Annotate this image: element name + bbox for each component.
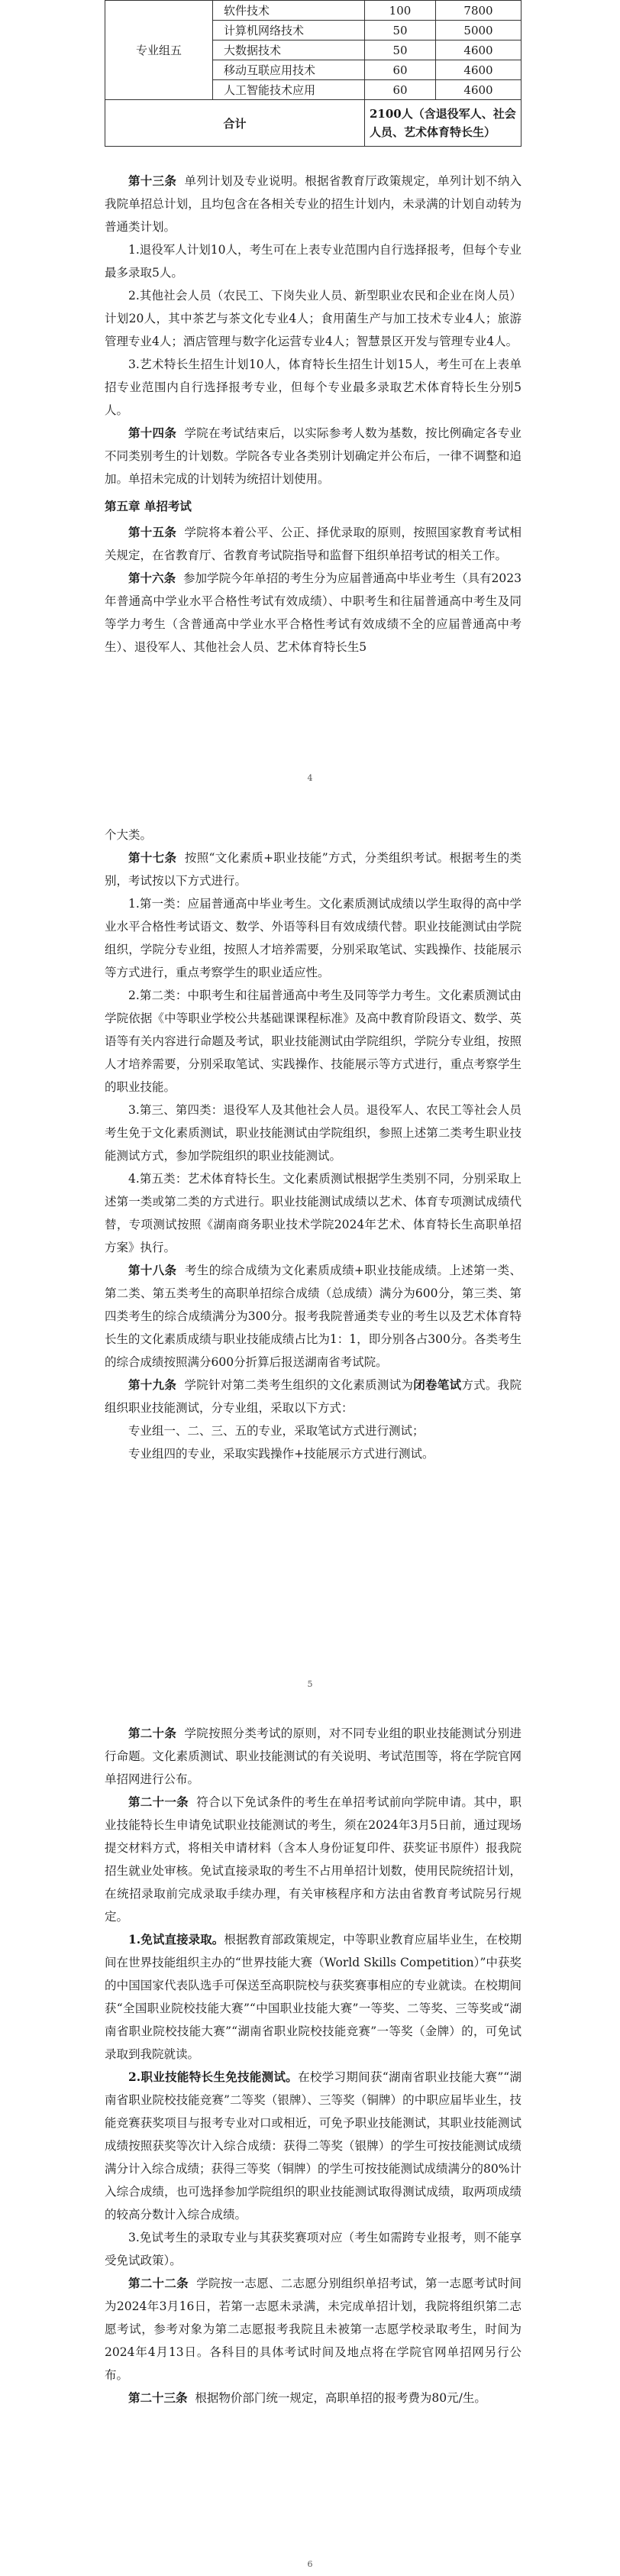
major-name-cell: 人工智能技术应用 <box>213 80 365 100</box>
plan-count-cell: 50 <box>365 40 436 60</box>
major-name-cell: 大数据技术 <box>213 40 365 60</box>
article-text: 学院将本着公平、公正、择优录取的原则，按照国家教育考试相关规定，在省教育厅、省教育考试院指导和监督下组织单招考试的相关工作。 <box>105 526 522 562</box>
article-17-item-1: 1.第一类：应届普通高中毕业考生。文化素质测试成绩以学生取得的高中学业水平合格性考试语文、数学、外语等科目有效成绩代替。职业技能测试由学院组织，学院分专业组，按照人才培养需要，分别采取笔试、实践操作、技能展示等方式进行，重点考察学生的职业适应性。 <box>105 897 522 979</box>
plan-count-cell: 60 <box>365 60 436 80</box>
article-14 <box>105 422 522 490</box>
article-17-item-3: 3.第三、第四类：退役军人及其他社会人员。退役军人、农民工等社会人员考生免于文化素质测试，职业技能测试由学院组织，参照上述第二类考生职业技能测试方式，参加学院组织的职业技能测试。 <box>105 1103 522 1163</box>
article-16 <box>105 567 522 659</box>
article-text: 符合以下免试条件的考生在单招考试前向学院申请。其中，职业技能特长生申请免试职业技能测试的考生，须在2024年3月5日前，通过现场提交材料方式，将相关申请材料（含本人身份证复印件、获奖证书原件）报我院招生就业处审核。免试直接录取的考生不占用单招计划数，使用民院统招计划，在统招录取前完成录取手续办理，有关审核程序和方法由省教育考试院另行规定。 <box>105 1795 522 1924</box>
page-body <box>105 1722 522 2409</box>
document-page-5 <box>0 817 620 1696</box>
chapter-heading: 第五章 单招考试 <box>105 499 192 513</box>
article-21-item-3: 3.免试考生的录取专业与其获奖赛项对应（考生如需跨专业报考，则不能享受免试政策）。 <box>105 2231 522 2267</box>
article-title: 第十五条 <box>128 525 177 539</box>
article-title: 第二十三条 <box>128 2390 188 2405</box>
table-row <box>105 1 522 21</box>
article-17-item-2: 2.第二类：中职考生和往届普通高中考生及同等学力考生。文化素质测试由学院依据《中等职业学校公共基础课课程标准》及高中教育阶段语文、数学、英语等有关内容进行命题及考试，职业技能测试由学院组织，学院分专业组，按照人才培养需要，分别采取笔试、实践操作、技能展示等方式进行，重点考察学生的职业技能。 <box>105 989 522 1094</box>
major-name-cell: 移动互联应用技术 <box>213 60 365 80</box>
page-number: 6 <box>307 2559 313 2569</box>
item-text: 根据教育部政策规定，中等职业教育应届毕业生，在校期间在世界技能组织主办的“世界技能大赛（World Skills Competition）”中获奖的中国国家代表队选手可保送至高职院校与获奖赛事相应的专业就读。在校期间获“全国职业院校技能大赛”“中国职业技能大赛”一等奖、二等奖、三等奖或“湖南省职业院校技能大赛”“湖南省职业院校技能竞赛”一等奖（金牌）的，可免试录取到我院就读。 <box>105 1933 522 2061</box>
emphasis-text: 闭卷笔试 <box>413 1377 462 1392</box>
article-title: 第十八条 <box>128 1263 177 1277</box>
article-19-item-2: 专业组四的专业，采取实践操作+技能展示方式进行测试。 <box>128 1447 434 1461</box>
plan-count-cell: 100 <box>365 1 436 21</box>
article-19-item-1: 专业组一、二、三、五的专业，采取笔试方式进行测试； <box>128 1424 425 1438</box>
article-13-item-3: 3.艺术特长生招生计划10人，体育特长生招生计划15人，考生可在上表单招专业范围内自行选择报考专业，但每个专业最多录取艺术体育特长生分别5人。 <box>105 358 522 417</box>
major-group-cell: 专业组五 <box>105 1 213 100</box>
article-17 <box>105 846 522 892</box>
article-title: 第十三条 <box>128 173 177 188</box>
article-text: 单列计划及专业说明。根据省教育厅政策规定，单列计划不纳入我院单招总计划，且均包含在各相关专业的招生计划内，未录满的计划自动转为普通类计划。 <box>105 174 522 234</box>
page-body <box>105 170 522 659</box>
page-number: 4 <box>307 773 313 783</box>
article-text: 根据物价部门统一规定，高职单招的报考费为80元/生。 <box>195 2391 486 2405</box>
document-page-6 <box>0 1711 620 2576</box>
tuition-fee-cell: 4600 <box>436 40 522 60</box>
item-title: 1.免试直接录取。 <box>128 1932 224 1947</box>
article-title: 第十七条 <box>128 850 177 865</box>
article-23 <box>105 2387 522 2409</box>
article-text: 方式。我院组织职业技能测试，分专业组，采取以下方式： <box>105 1378 522 1415</box>
article-13-item-1: 1.退役军人计划10人，考生可在上表专业范围内自行选择报考，但每个专业最多录取5人。 <box>105 243 522 280</box>
item-text: 在校学习期间获“湖南省职业技能大赛”“湖南省职业院校技能竞赛”二等奖（银牌）、三等奖（铜牌）的中职应届毕业生，技能竞赛获奖项目与报考专业对口或相近，可免予职业技能测试，其职业技能测试成绩按照获奖等次计入综合成绩：获得二等奖（银牌）的学生可按技能测试成绩满分计入综合成绩；获得三等奖（铜牌）的学生可按技能测试成绩满分的80%计入综合成绩，也可选择参加学院组织的职业技能测试取得测试成绩，取两项成绩的较高分数计入综合成绩。 <box>105 2070 522 2222</box>
enrollment-plan-table <box>105 0 522 147</box>
page-number: 5 <box>307 1679 313 1689</box>
total-label-cell: 合计 <box>105 100 365 147</box>
tuition-fee-cell: 4600 <box>436 80 522 100</box>
article-title: 第十四条 <box>128 426 177 440</box>
article-21-item-1 <box>105 1928 522 2066</box>
tuition-fee-cell: 5000 <box>436 21 522 40</box>
page-body <box>105 824 522 1465</box>
plan-count-cell: 50 <box>365 21 436 40</box>
article-15 <box>105 521 522 567</box>
table-total-row <box>105 100 522 147</box>
article-title: 第二十一条 <box>128 1794 189 1809</box>
continuation-text: 个大类。 <box>105 828 153 842</box>
article-20 <box>105 1722 522 1791</box>
article-text: 按照“文化素质+职业技能”方式，分类组织考试。根据考生的类别，考试按以下方式进行。 <box>105 851 522 888</box>
article-text: 学院按一志愿、二志愿分别组织单招考试，第一志愿考试时间为2024年3月16日，若第一志愿未录满，未完成单招计划，我院将组织第二志愿考试，参考对象为第二志愿报考我院且未被第一志愿学校录取考生，时间为2024年4月13日。各科目的具体考试时间及地点将在学院官网单招网另行公布。 <box>105 2277 522 2382</box>
article-13 <box>105 170 522 238</box>
article-title: 第二十二条 <box>128 2276 189 2290</box>
article-text: 考生的综合成绩为文化素质成绩+职业技能成绩。上述第一类、第二类、第五类考生的高职单招综合成绩（总成绩）满分为600分，第三类、第四类考生的综合成绩满分为300分。报考我院普通类专业的考生以及艺术体育特长生的文化素质成绩与职业技能成绩占比为1：1，即分别各占300分。各类考生的综合成绩按照满分600分折算后报送湖南省考试院。 <box>105 1264 522 1369</box>
article-text: 参加学院今年单招的考生分为应届普通高中毕业考生（具有2023年普通高中学业水平合格性考试有效成绩）、中职考生和往届普通高中考生及同等学力考生（含普通高中学业水平合格性考试有效成绩不全的应届普通高中考生）、退役军人、其他社会人员、艺术体育特长生5 <box>105 571 522 654</box>
article-18 <box>105 1259 522 1374</box>
article-title: 第十六条 <box>128 571 176 585</box>
tuition-fee-cell: 7800 <box>436 1 522 21</box>
article-21 <box>105 1791 522 1928</box>
major-name-cell: 计算机网络技术 <box>213 21 365 40</box>
article-text: 学院在考试结束后，以实际参考人数为基数，按比例确定各专业不同类别考生的计划数。学院各专业各类别计划确定并公布后，一律不调整和追加。单招未完成的计划转为统招计划使用。 <box>105 426 522 486</box>
document-page-4 <box>0 0 620 791</box>
article-17-item-4: 4.第五类：艺术体育特长生。文化素质测试根据学生类别不同，分别采取上述第一类或第二类的方式进行。职业技能测试成绩以艺术、体育专项测试成绩代替，专项测试按照《湖南商务职业技术学院2024年艺术、体育特长生高职单招方案》执行。 <box>105 1172 522 1254</box>
plan-count-cell: 60 <box>365 80 436 100</box>
tuition-fee-cell: 4600 <box>436 60 522 80</box>
article-22 <box>105 2272 522 2387</box>
article-text: 学院针对第二类考生组织的文化素质测试为 <box>184 1378 414 1392</box>
article-text: 学院按照分类考试的原则，对不同专业组的职业技能测试分别进行命题。文化素质测试、职业技能测试的有关说明、考试范围等，将在学院官网单招网进行公布。 <box>105 1727 522 1786</box>
article-title: 第十九条 <box>128 1377 177 1392</box>
item-title: 2.职业技能特长生免技能测试。 <box>128 2070 299 2084</box>
major-name-cell: 软件技术 <box>213 1 365 21</box>
article-19 <box>105 1374 522 1419</box>
article-title: 第二十条 <box>128 1726 177 1740</box>
article-13-item-2: 2.其他社会人员（农民工、下岗失业人员、新型职业农民和企业在岗人员）计划20人，其中茶艺与茶文化专业4人；食用菌生产与加工技术专业4人；旅游管理专业4人；酒店管理与数字化运营专业4人；智慧景区开发与管理专业4人。 <box>105 289 522 348</box>
article-21-item-2 <box>105 2066 522 2226</box>
total-value-cell: 2100人（含退役军人、社会人员、艺术体育特长生） <box>365 100 522 147</box>
